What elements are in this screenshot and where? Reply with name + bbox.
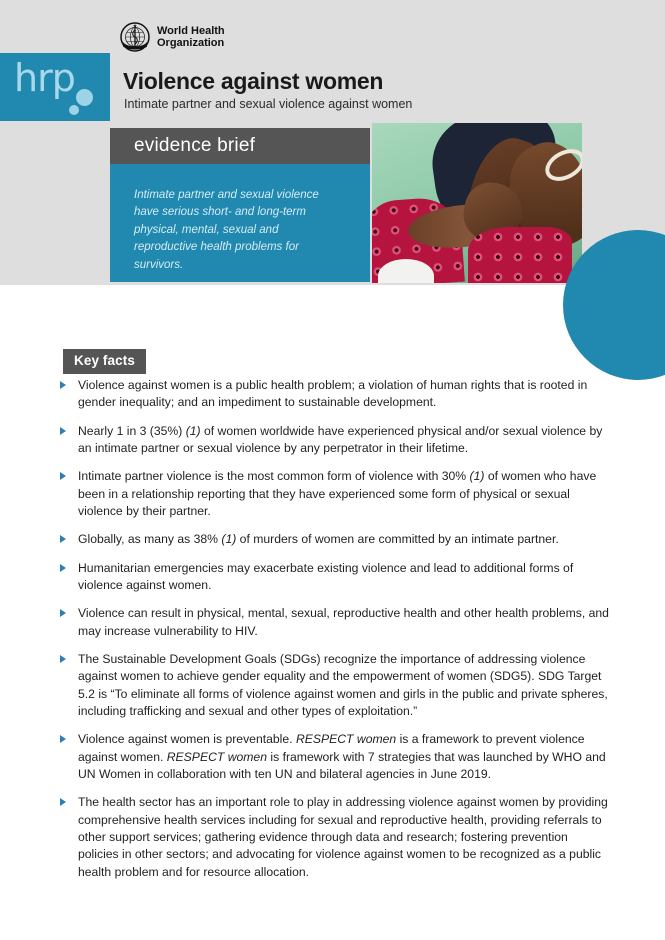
key-facts-heading bbox=[63, 349, 146, 374]
bullet-arrow-icon bbox=[60, 609, 66, 617]
document-header bbox=[0, 0, 665, 285]
key-fact-text: Violence against women is a public health problem; a violation of human rights that is rooted in gender inequality; and an impediment to sustainable development. bbox=[78, 378, 588, 410]
hrp-logo-text: hrp bbox=[14, 56, 75, 100]
hrp-dot-large-icon bbox=[76, 89, 93, 106]
bullet-arrow-icon bbox=[60, 381, 66, 389]
bullet-arrow-icon bbox=[60, 735, 66, 743]
key-fact-text: Intimate partner violence is the most common form of violence with 30% (1) of women who have been in a relationship reporting that they have experienced some form of physical or sexual violence by their partner. bbox=[78, 469, 597, 518]
header-quote-panel bbox=[110, 164, 370, 282]
key-fact-item bbox=[58, 560, 610, 595]
key-fact-text: Humanitarian emergencies may exacerbate existing violence and lead to additional forms of violence against women. bbox=[78, 560, 574, 592]
bullet-arrow-icon bbox=[60, 535, 66, 543]
bullet-arrow-icon bbox=[60, 564, 66, 572]
key-facts-label: Key facts bbox=[74, 353, 135, 368]
key-fact-text: The health sector has an important role to play in addressing violence against women by providing comprehensive health services including for sexual and reproductive health, providing referrals to other support services; gathering evidence through data and research; fostering prevention policies in other sectors; and advocating for violence against women to be recognized as a public health problem and for resource allocation. bbox=[78, 795, 608, 879]
who-logo-line2: Organization bbox=[157, 37, 225, 49]
hrp-logo bbox=[0, 53, 110, 121]
key-fact-item bbox=[58, 377, 610, 412]
key-fact-text: Violence can result in physical, mental, sexual, reproductive health and other health problems, and may increase vulnerability to HIV. bbox=[78, 606, 609, 638]
who-logo-wordmark bbox=[157, 25, 225, 50]
key-fact-item bbox=[58, 605, 610, 640]
header-quote-text: Intimate partner and sexual violence have serious short- and long-term physical, mental, sexual and reproductive health problems for survivors. bbox=[134, 189, 319, 271]
who-emblem-icon bbox=[120, 22, 150, 52]
key-fact-item bbox=[58, 531, 610, 548]
key-fact-item bbox=[58, 731, 610, 783]
who-logo-line1: World Health bbox=[157, 24, 225, 37]
page-subtitle: Intimate partner and sexual violence against women bbox=[124, 97, 413, 111]
key-fact-item bbox=[58, 794, 610, 881]
key-fact-item bbox=[58, 468, 610, 520]
key-fact-text: Violence against women is preventable. RESPECT women is a framework to prevent violence against women. RESPECT women is framework with 7 strategies that was launched by WHO and UN Women in collaboration with ten UN and bilateral agencies in June 2019. bbox=[78, 732, 606, 781]
who-logo bbox=[120, 22, 225, 52]
key-fact-text: Nearly 1 in 3 (35%) (1) of women worldwide have experienced physical and/or sexual violence by an intimate partner or sexual violence by any perpetrator in their lifetime. bbox=[78, 423, 603, 455]
key-fact-text: Globally, as many as 38% (1) of murders of women are committed by an intimate partner. bbox=[78, 532, 559, 547]
evidence-brief-label: evidence brief bbox=[134, 135, 256, 156]
evidence-brief-banner bbox=[110, 128, 370, 164]
key-fact-item bbox=[58, 423, 610, 458]
hrp-dot-small-icon bbox=[69, 105, 79, 115]
key-fact-text: The Sustainable Development Goals (SDGs) recognize the importance of addressing violence against women to achieve gender equality and the empowerment of women (SDG5). SDG Target 5.2 is “To eliminate all forms of violence against women and girls in the public and private spheres, including trafficking and sexual and other types of exploitation.” bbox=[78, 651, 608, 718]
bullet-arrow-icon bbox=[60, 427, 66, 435]
photo-fabric-right-pattern bbox=[468, 227, 572, 283]
page-title: Violence against women bbox=[123, 68, 384, 94]
key-fact-item bbox=[58, 651, 610, 720]
bullet-arrow-icon bbox=[60, 472, 66, 480]
header-photo bbox=[372, 123, 582, 283]
bullet-arrow-icon bbox=[60, 798, 66, 806]
bullet-arrow-icon bbox=[60, 655, 66, 663]
key-facts-list bbox=[58, 377, 610, 892]
